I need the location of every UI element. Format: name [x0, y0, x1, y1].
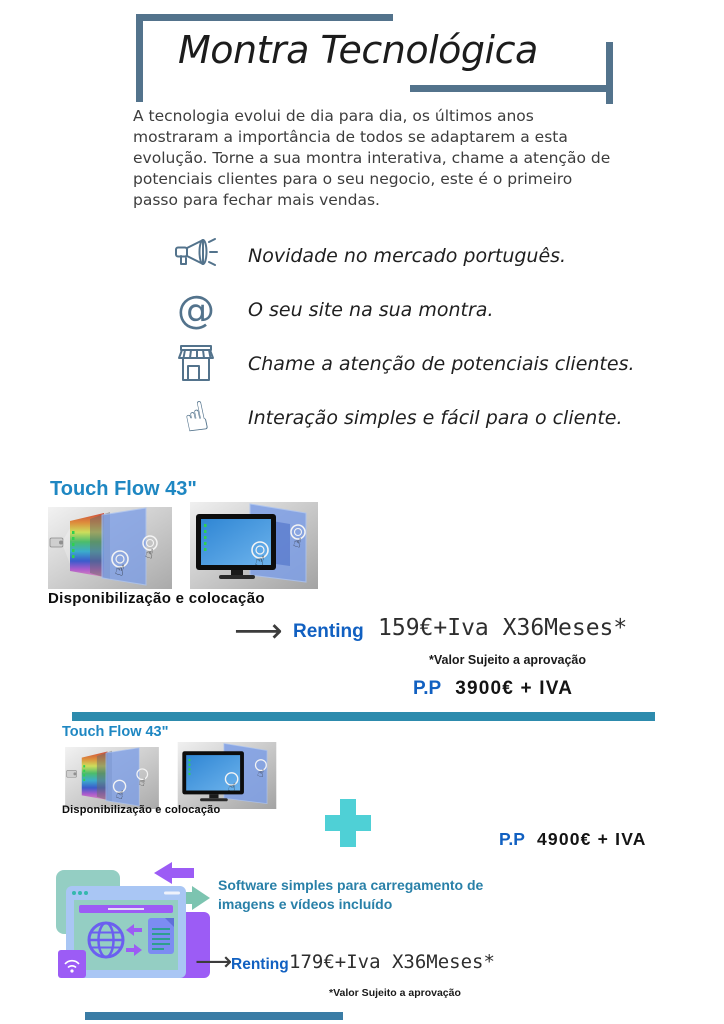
touch-tv-image: [190, 502, 318, 589]
disclaimer-offer2: *Valor Sujeito a aprovação: [329, 987, 461, 999]
bottom-right-bracket-vertical: [606, 42, 613, 104]
at-sign-icon: [170, 287, 222, 332]
caption-offer1: Disponibilização e colocação: [48, 590, 265, 607]
product-images-offer2: [62, 742, 280, 809]
software-note: Software simples para carregamento de imagens e vídeos incluído: [218, 877, 484, 912]
document-icon: [148, 918, 174, 954]
section-divider: [72, 712, 655, 721]
feature-text: Novidade no mercado português.: [248, 244, 567, 267]
pp-price-offer1: 3900€ + IVA: [455, 678, 574, 699]
svg-text:☝: ☝: [226, 779, 237, 796]
feature-item: [170, 233, 635, 278]
bottom-accent-bar: [85, 1012, 343, 1020]
feature-item: [170, 392, 635, 443]
svg-text:☝: ☝: [253, 551, 267, 571]
svg-text:☝: ☝: [114, 786, 125, 803]
tap-hand-icon: [170, 392, 222, 443]
disclaimer-offer1: *Valor Sujeito a aprovação: [429, 653, 587, 667]
renting-price-offer1: 159€+Iva X36Meses*: [378, 615, 628, 641]
renting-price-offer2: 179€+Iva X36Meses*: [289, 951, 495, 973]
top-left-bracket-horizontal: [140, 14, 393, 21]
feature-text: Chame a atenção de potenciais clientes.: [248, 352, 635, 375]
feature-text: O seu site na sua montra.: [248, 298, 494, 321]
pp-price-offer2: 4900€ + IVA: [536, 829, 647, 849]
right-arrow-icon: ⟶: [195, 947, 233, 977]
at-sign-glyph: @: [177, 287, 215, 332]
pp-row-offer1: [413, 678, 573, 700]
renting-label-offer2: Renting: [231, 956, 289, 973]
storefront-icon: [170, 342, 222, 386]
caption-offer2: Disponibilização e colocação: [62, 804, 221, 816]
bottom-right-bracket-horizontal: [410, 85, 613, 92]
right-arrow-icon: ⟶: [234, 611, 283, 651]
renting-label-offer1: Renting: [293, 621, 364, 642]
feature-item: [170, 287, 635, 332]
svg-text:☝: ☝: [137, 776, 147, 790]
product-images-offer1: [48, 502, 318, 589]
pp-label-offer1: P.P: [413, 678, 442, 699]
svg-text:☝: ☝: [291, 535, 303, 552]
wifi-badge-icon: [58, 950, 86, 978]
touch-tv-image-small: [174, 742, 280, 809]
left-arrow-icon: [154, 862, 194, 884]
intro-paragraph: A tecnologia evolui de dia para dia, os últimos anos mostraram a importância de todos se adaptarem a esta evolução. Torne a sua montra interativa, chame a atenção de potenciais clientes para o seu negocio, este é o primeiro passo para fechar mais vendas.: [133, 107, 611, 209]
megaphone-icon: [170, 235, 222, 277]
touch-layers-image: [48, 507, 172, 589]
svg-text:☝: ☝: [143, 546, 155, 563]
plus-icon: [325, 799, 371, 847]
feature-text: Interação simples e fácil para o cliente.: [248, 406, 623, 429]
feature-item: [170, 341, 635, 386]
tap-hand-glyph: ☝: [179, 392, 213, 443]
top-left-bracket-vertical: [136, 14, 143, 102]
software-illustration: [46, 856, 218, 986]
pp-row-offer2: [499, 829, 647, 850]
page-title: Montra Tecnológica: [178, 28, 538, 72]
svg-text:☝: ☝: [256, 766, 266, 781]
svg-text:☝: ☝: [113, 560, 127, 580]
touch-layers-image-small: [62, 747, 162, 809]
product-name-offer1: Touch Flow 43": [50, 478, 197, 500]
feature-list: [170, 233, 635, 443]
pp-label-offer2: P.P: [499, 829, 525, 849]
product-name-offer2: Touch Flow 43": [62, 724, 169, 740]
